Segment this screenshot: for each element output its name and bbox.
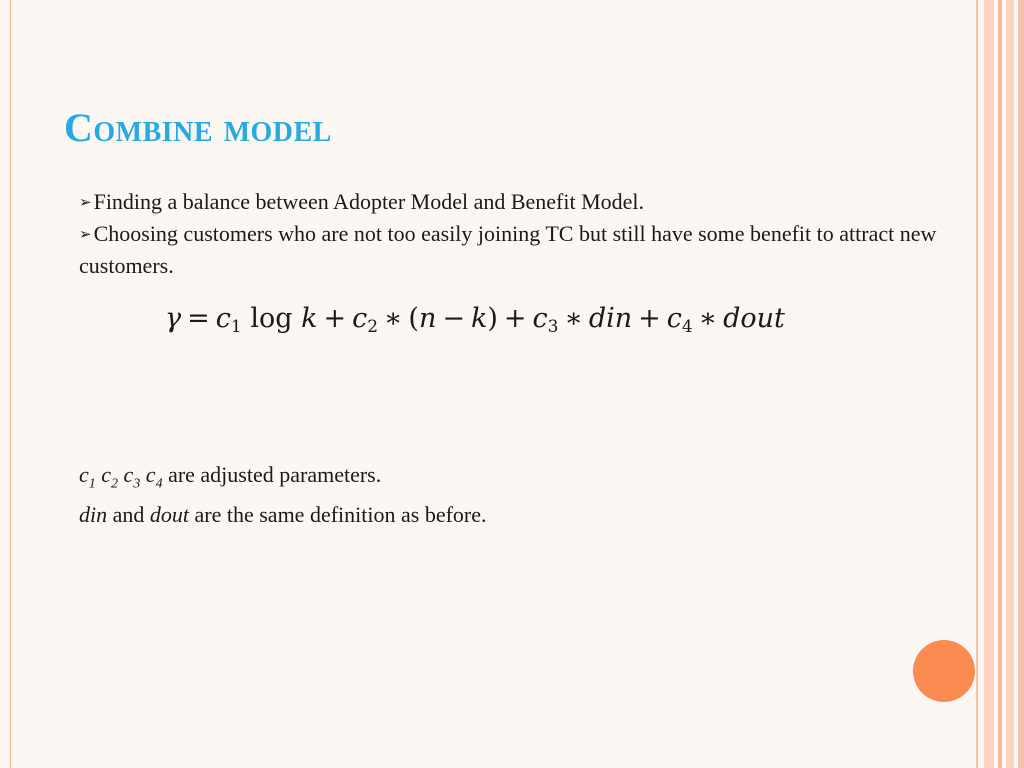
notes-line-1 xyxy=(79,459,487,499)
param-c: c xyxy=(123,462,134,487)
formula-rparen: ) xyxy=(487,303,498,334)
formula-equals: = xyxy=(187,303,210,334)
formula-gamma: γ xyxy=(165,303,182,334)
formula-star: ∗ xyxy=(698,303,718,334)
param-sub: 2 xyxy=(111,476,119,492)
formula-sub: 4 xyxy=(681,317,693,337)
param-sub: 3 xyxy=(133,476,141,492)
formula-din: din xyxy=(588,303,633,334)
slide-title: Combine model xyxy=(64,105,332,150)
formula-n: n xyxy=(418,303,437,334)
notes-and: and xyxy=(112,502,145,528)
arrow-bullet-icon: ➢ xyxy=(79,193,92,211)
formula-lparen: ( xyxy=(408,303,419,334)
stripe xyxy=(1018,0,1024,768)
formula-star: ∗ xyxy=(384,303,403,334)
arrow-bullet-icon: ➢ xyxy=(79,225,92,243)
formula-sub: 2 xyxy=(367,317,379,337)
notes xyxy=(79,459,487,530)
formula-c: c xyxy=(532,303,548,334)
formula-sub: 3 xyxy=(547,317,559,337)
stripe xyxy=(976,0,978,768)
bullet-item xyxy=(79,186,939,218)
formula-minus: − xyxy=(442,303,465,334)
formula-c: c xyxy=(215,303,231,334)
notes-line-2 xyxy=(79,499,487,530)
notes-dout: dout xyxy=(149,502,190,528)
formula-sub: 1 xyxy=(230,317,242,337)
param-sub: 1 xyxy=(88,476,96,492)
param-c: c xyxy=(101,462,112,487)
stripe xyxy=(1006,0,1014,768)
param-c: c xyxy=(79,462,89,487)
slide-left-border xyxy=(0,0,11,768)
notes-text: are the same definition as before. xyxy=(194,502,487,528)
stripe xyxy=(984,0,994,768)
formula-star: ∗ xyxy=(564,303,583,334)
param-sub: 4 xyxy=(155,476,163,492)
notes-text: are adjusted parameters. xyxy=(168,462,382,487)
param-c: c xyxy=(145,462,156,487)
formula-plus: + xyxy=(638,303,661,334)
bullet-item xyxy=(79,218,939,281)
slide-right-stripes xyxy=(976,0,1024,768)
bullet-text: Choosing customers who are not too easily joining TC but still have some benefit to attract new customers. xyxy=(79,221,937,278)
formula-c: c xyxy=(352,303,368,334)
stripe xyxy=(998,0,1002,768)
formula-k: k xyxy=(470,303,488,334)
bullet-list xyxy=(79,186,939,281)
formula-plus: + xyxy=(323,303,347,334)
formula-c: c xyxy=(666,303,682,334)
formula-log: log xyxy=(250,303,293,334)
bullet-text: Finding a balance between Adopter Model and Benefit Model. xyxy=(93,189,645,214)
formula-k: k xyxy=(301,303,318,334)
notes-din: din xyxy=(79,502,108,528)
formula-plus: + xyxy=(503,303,527,334)
decorative-circle xyxy=(913,640,975,702)
formula xyxy=(165,303,785,337)
formula-dout: dout xyxy=(723,303,785,334)
